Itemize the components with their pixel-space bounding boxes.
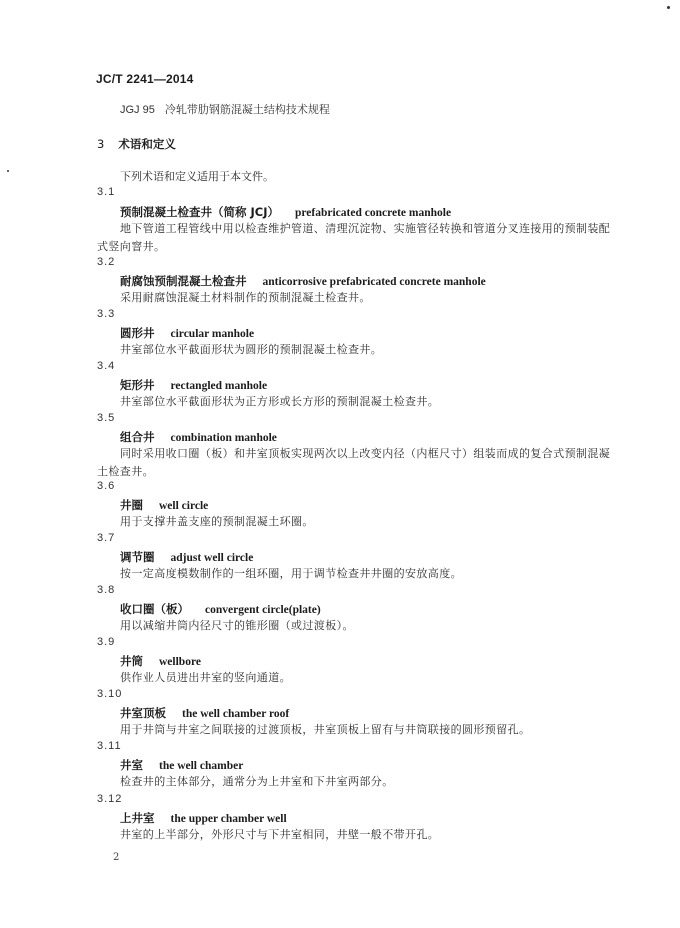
term-definition: 地下管道工程管线中用以检查维护管道、清理沉淀物、实施管径转换和管道分叉连接用的预制装配式竖向窨井。: [97, 222, 611, 253]
term-zh: 圆形井: [120, 326, 155, 340]
term-heading: [120, 757, 243, 773]
reference-code: JGJ 95: [120, 104, 155, 116]
term-number: 3.7: [97, 532, 116, 544]
term-en: the well chamber: [159, 760, 244, 772]
term-heading: [120, 325, 254, 341]
term-number: 3.12: [97, 793, 123, 805]
term-en: the upper chamber well: [170, 813, 287, 825]
term-number: 3.10: [97, 688, 123, 700]
standard-code: JC/T 2241—2014: [96, 72, 194, 86]
term-zh: 井室顶板: [120, 706, 166, 720]
term-definition: 井室部位水平截面形状为正方形或长方形的预制混凝土检查井。: [120, 395, 440, 408]
term-number: 3.3: [97, 308, 116, 320]
term-heading: [120, 705, 289, 721]
term-heading: [120, 549, 253, 565]
term-heading: [120, 204, 451, 220]
term-definition: 井室部位水平截面形状为圆形的预制混凝土检查井。: [120, 343, 383, 356]
term-definition: 用于井筒与井室之间联接的过渡顶板，井室顶板上留有与井筒联接的圆形预留孔。: [120, 723, 531, 736]
term-heading: [120, 429, 277, 445]
scan-speck: [7, 170, 9, 172]
term-number: 3.4: [97, 360, 116, 372]
scan-speck: [667, 6, 670, 9]
term-number: 3.5: [97, 412, 116, 424]
term-en: prefabricated concrete manhole: [295, 207, 452, 219]
reference-title: 冷轧带肋钢筋混凝土结构技术规程: [164, 103, 330, 116]
term-zh: 井筒: [120, 654, 143, 668]
term-heading: [120, 497, 208, 513]
term-zh: 调节圈: [120, 550, 155, 564]
term-number: 3.2: [97, 256, 116, 268]
term-zh: 矩形井: [120, 378, 155, 392]
term-definition: 检查井的主体部分，通常分为上井室和下井室两部分。: [120, 775, 394, 788]
term-en: convergent circle(plate): [205, 604, 321, 616]
section-number: 3: [97, 137, 105, 151]
term-zh: 预制混凝土检查井（简称 JCJ）: [120, 205, 279, 219]
term-heading: [120, 377, 267, 393]
term-number: 3.6: [97, 480, 116, 492]
term-en: adjust well circle: [170, 552, 254, 564]
term-zh: 井室: [120, 758, 143, 772]
intro-text: 下列术语和定义适用于本文件。: [120, 170, 274, 183]
term-en: combination manhole: [170, 432, 277, 444]
term-definition: 井室的上半部分，外形尺寸与下井室相同，井壁一般不带开孔。: [120, 828, 440, 841]
term-heading: [120, 273, 486, 289]
term-zh: 上井室: [120, 811, 155, 825]
term-definition: 用以减缩井筒内径尺寸的锥形圈（或过渡板）。: [120, 619, 354, 632]
term-definition: 用于支撑井盖支座的预制混凝土环圈。: [120, 515, 314, 528]
term-en: well circle: [159, 500, 209, 512]
term-zh: 组合井: [120, 430, 155, 444]
page-number: 2: [113, 852, 120, 863]
term-en: wellbore: [159, 656, 201, 668]
term-definition: 采用耐腐蚀混凝土材料制作的预制混凝土检查井。: [120, 291, 371, 304]
section-title: 术语和定义: [118, 137, 176, 151]
term-definition: 同时采用收口圈（板）和井室顶板实现两次以上改变内径（内框尺寸）组装而成的复合式预制混凝土检查井。: [97, 447, 611, 478]
term-en: anticorrosive prefabricated concrete manhole: [262, 276, 486, 288]
term-number: 3.9: [97, 636, 116, 648]
term-zh: 井圈: [120, 498, 143, 512]
term-heading: [120, 653, 201, 669]
term-en: rectangled manhole: [170, 380, 268, 392]
term-definition: 供作业人员进出井室的竖向通道。: [120, 671, 291, 684]
term-number: 3.1: [97, 186, 116, 198]
reference-line: [120, 101, 330, 117]
term-definition: 按一定高度模数制作的一组环圈，用于调节检查井井圈的安放高度。: [120, 567, 462, 580]
term-heading: [120, 810, 287, 826]
term-number: 3.11: [97, 740, 122, 752]
term-zh: 耐腐蚀预制混凝土检查井: [120, 274, 247, 288]
term-en: the well chamber roof: [182, 708, 290, 720]
section-heading: [97, 136, 176, 152]
term-zh: 收口圈（板）: [120, 602, 189, 616]
term-heading: [120, 601, 321, 617]
term-en: circular manhole: [170, 328, 255, 340]
term-number: 3.8: [97, 584, 116, 596]
